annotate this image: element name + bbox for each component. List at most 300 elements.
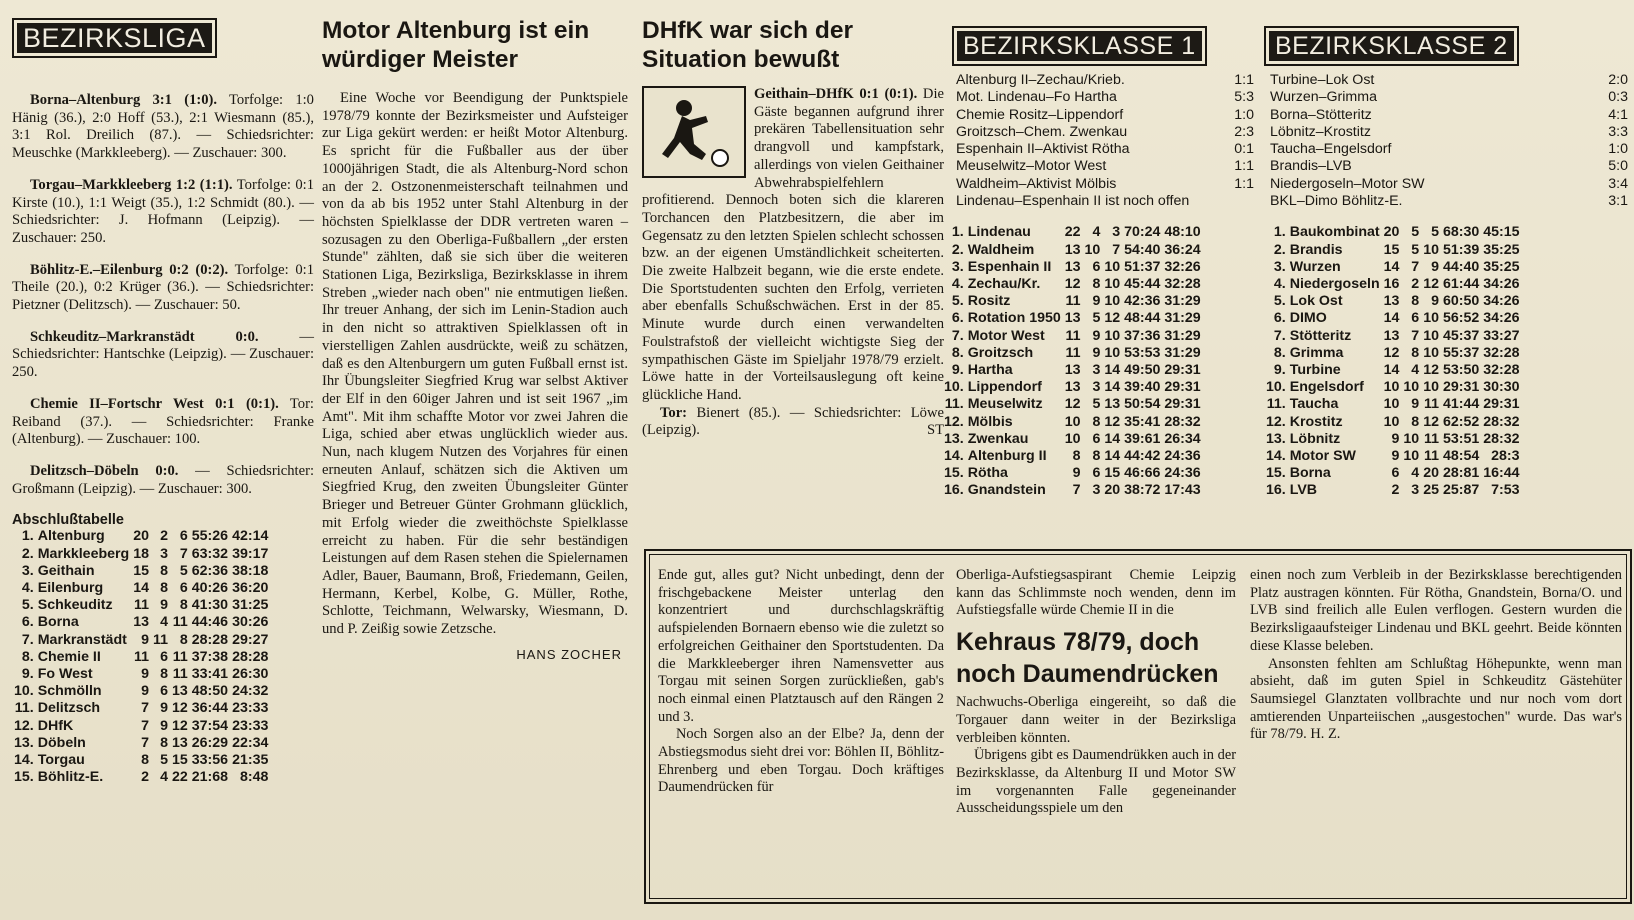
cell-wins: 22 [1064, 224, 1081, 241]
table-row [1264, 310, 1522, 327]
cell-rank: 6. [21, 614, 34, 631]
match-title: Borna–Altenburg 3:1 (1:0). [30, 92, 218, 108]
cell-team: Mölbis [967, 413, 1013, 430]
cell-goals: 63:32 [191, 545, 229, 562]
table-row [12, 769, 270, 786]
cell-goals: 35:41 [1124, 413, 1161, 430]
table-row [12, 718, 270, 735]
dhfk-text [642, 86, 944, 440]
klasse2-results [1264, 72, 1628, 210]
cell-team: Grimma [1289, 344, 1344, 361]
cell-rank: 7. [1273, 327, 1286, 344]
cell-team: Rositz [967, 293, 1011, 310]
result-row [1270, 107, 1628, 124]
table-row [942, 310, 1203, 327]
cell-losses: 11 [1423, 448, 1439, 465]
match-title: Schkeuditz–Markranstädt 0:0. [30, 328, 259, 345]
cell-losses: 10 [1423, 379, 1439, 396]
cell-rank: 14. [944, 448, 964, 465]
result-match: Taucha–Engelsdorf [1270, 141, 1392, 158]
cell-goals: 48:54 [1442, 448, 1480, 465]
footballer-icon [642, 86, 746, 178]
cell-points: 31:29 [1164, 327, 1201, 344]
cell-wins: 20 [133, 528, 149, 545]
result-score: 3:1 [1608, 193, 1628, 210]
cell-draws: 2 [1411, 275, 1420, 292]
cell-wins: 7 [1072, 482, 1081, 499]
cell-team: Waldheim [967, 241, 1035, 258]
result-score: 3:4 [1608, 175, 1628, 192]
cell-wins: 10 [1383, 396, 1400, 413]
match-report [12, 329, 314, 382]
table-row [942, 276, 1203, 293]
cell-rank: 15. [944, 465, 964, 482]
cell-losses: 12 [1104, 310, 1121, 327]
cell-rank: 13. [1266, 430, 1286, 447]
dhfk-body-text: Die Gäste begannen aufgrund ihrer prekären Tabellensituation sehr drangvoll und kampfstark, allerdings von vielen Geithainer Abwehrabspielfehlern profitierend. Dennoch boten sich die klareren Torchancen den Platzbesitzern, die aber im Gegensatz zu den letzten Spielen schlecht schossen bzw. an der eigenen Umständlichkeit scheiterten. Die zweite Halbzeit begann, wie die erste endete. Die Sportstudenten suchten den Erfolg, verrieten aber ebenfalls Schußschwächen. Erst in der 85. Minute wurde durch einen verwandelten Foulstrafstoß der vielleicht wichtigste Sieg der sympathischen Gäste im Spieljahr 1978/79 erzielt. Löwe hatte in der Vorteilsauslegung oft keine glückliche Hand. [642, 86, 944, 403]
cell-rank: 8. [21, 648, 34, 665]
cell-wins: 9 [1072, 465, 1081, 482]
cell-draws: 8 [1092, 448, 1101, 465]
cell-rank: 5. [1273, 293, 1286, 310]
cell-team: Böhlitz-E. [37, 769, 104, 786]
cell-wins: 20 [1383, 224, 1400, 241]
table-row [1264, 224, 1522, 241]
cell-draws: 10 [1084, 241, 1101, 258]
cell-draws: 8 [160, 734, 168, 751]
cell-points: 42:14 [232, 528, 269, 545]
table-row [1264, 362, 1522, 379]
cell-points: 29:31 [1164, 362, 1201, 378]
bezirksliga-header [12, 18, 217, 58]
cell-team: Lindenau [967, 224, 1031, 241]
cell-team: Espenhain II [967, 258, 1052, 275]
cell-rank: 11. [14, 700, 34, 717]
cell-points: 31:25 [232, 597, 269, 614]
result-score: 3:3 [1608, 123, 1628, 140]
table-row [1264, 482, 1522, 499]
cell-draws: 5 [1092, 310, 1101, 327]
cell-wins: 8 [1072, 448, 1081, 465]
table-row [12, 700, 270, 717]
cell-draws: 6 [1092, 465, 1101, 482]
match-title: Chemie II–Fortschr West 0:1 (0:1). [30, 395, 279, 412]
cell-team: Löbnitz [1289, 430, 1341, 447]
match-report [12, 396, 314, 449]
table-row [942, 448, 1203, 465]
table-row [12, 752, 270, 769]
cell-losses: 14 [1104, 379, 1121, 396]
cell-goals: 56:52 [1442, 310, 1480, 327]
result-row [956, 107, 1254, 124]
cell-points: 24:36 [1164, 465, 1201, 482]
dhfk-headline: DHfK war sich der Situation bewußt [642, 17, 854, 73]
cell-goals: 39:40 [1124, 379, 1161, 396]
cell-wins: 8 [141, 752, 149, 768]
cell-points: 29:27 [232, 631, 269, 648]
cell-draws: 9 [160, 597, 168, 614]
cell-points: 28:28 [232, 648, 269, 665]
cell-goals: 55:37 [1442, 344, 1480, 361]
cell-wins: 9 [1391, 448, 1400, 465]
cell-goals: 44:40 [1442, 258, 1480, 275]
cell-points: 26:34 [1164, 430, 1201, 447]
cell-points: 31:29 [1164, 293, 1201, 310]
cell-points: 45:15 [1483, 224, 1520, 241]
cell-draws: 9 [160, 717, 168, 734]
table-row [1264, 379, 1522, 396]
result-score: 1:1 [1234, 175, 1254, 192]
kehraus-box [644, 549, 1632, 904]
cell-losses: 11 [172, 614, 188, 631]
cell-draws: 11 [153, 631, 168, 648]
cell-rank: 16. [944, 482, 964, 499]
table-row [12, 614, 270, 631]
cell-losses: 12 [1423, 362, 1439, 378]
table-row [1264, 293, 1522, 310]
cell-losses: 10 [1104, 258, 1121, 275]
cell-goals: 49:50 [1124, 362, 1161, 378]
result-row [1270, 124, 1628, 141]
table-row [942, 431, 1203, 448]
match-report [12, 92, 314, 163]
match-title: Torgau–Markkleeberg 1:2 (1:1). [30, 176, 233, 193]
cell-rank: 10. [944, 379, 964, 396]
dhfk-initials: ST [926, 422, 944, 439]
cell-wins: 9 [141, 665, 149, 682]
cell-team: Taucha [1289, 396, 1339, 413]
cell-rank: 14. [14, 752, 34, 768]
cell-rank: 1. [21, 528, 34, 545]
table-row [1264, 414, 1522, 431]
cell-team: Stötteritz [1289, 327, 1352, 344]
dhfk-tor-text: Bienert (85.). — Schiedsrichter: Löwe (Leipzig). [642, 404, 944, 439]
cell-losses: 10 [1104, 293, 1121, 310]
cell-goals: 61:44 [1442, 275, 1480, 292]
cell-losses: 10 [1104, 275, 1121, 292]
cell-points: 34:26 [1483, 293, 1520, 310]
cell-goals: 42:36 [1124, 293, 1161, 310]
cell-goals: 41:30 [191, 597, 229, 614]
cell-team: Groitzsch [967, 344, 1034, 361]
cell-draws: 6 [160, 683, 168, 700]
cell-points: 30:26 [232, 614, 269, 631]
cell-goals: 53:50 [1442, 362, 1480, 378]
cell-goals: 28:81 [1442, 465, 1480, 482]
match-details: Tor: Reiband (37.). — Schiedsrichter: Franke (Altenburg). — Zuschauer: 100. [12, 395, 314, 448]
bezirksklasse2-header [1264, 26, 1519, 66]
cell-wins: 15 [133, 562, 149, 579]
cell-goals: 68:30 [1442, 224, 1480, 241]
cell-losses: 20 [1104, 482, 1121, 499]
cell-draws: 4 [1411, 362, 1420, 378]
bezirksklasse1-table [942, 224, 1203, 499]
cell-wins: 11 [1065, 327, 1081, 344]
cell-draws: 9 [160, 700, 168, 717]
cell-draws: 4 [1411, 465, 1420, 482]
cell-points: 29:31 [1164, 379, 1201, 396]
result-score: 0:1 [1234, 141, 1254, 158]
cell-goals: 48:44 [1124, 310, 1161, 327]
result-row [956, 124, 1254, 141]
cell-draws: 3 [160, 545, 168, 562]
cell-team: Rotation 1950 [967, 310, 1061, 327]
cell-rank: 15. [14, 769, 34, 786]
result-row [956, 141, 1254, 158]
cell-rank: 14. [1266, 448, 1286, 465]
cell-goals: 53:51 [1442, 430, 1480, 447]
cell-draws: 7 [1411, 327, 1420, 344]
result-score: 2:0 [1608, 72, 1628, 88]
cell-losses: 12 [1104, 413, 1121, 430]
match-reports [12, 92, 314, 498]
table-row [1264, 345, 1522, 362]
table-row [1264, 448, 1522, 465]
cell-losses: 11 [172, 648, 188, 665]
cell-goals: 40:26 [191, 579, 229, 596]
cell-rank: 13. [944, 430, 964, 447]
table-row [1264, 396, 1522, 413]
cell-team: LVB [1289, 482, 1318, 499]
cell-goals: 48:50 [191, 683, 229, 700]
result-match: Chemie Rositz–Lippendorf [956, 106, 1124, 123]
cell-team: Motor West [967, 327, 1045, 344]
result-row [1270, 176, 1628, 193]
table-row [942, 224, 1203, 241]
cell-goals: 44:46 [191, 614, 229, 631]
cell-goals: 37:54 [191, 717, 229, 734]
result-row [1270, 158, 1628, 175]
klasse1-results [952, 72, 1262, 210]
cell-points: 31:29 [1164, 344, 1201, 361]
cell-losses: 10 [1423, 327, 1439, 344]
cell-wins: 2 [141, 769, 149, 786]
cell-draws: 8 [1411, 344, 1420, 361]
result-match: Turbine–Lok Ost [1270, 72, 1375, 88]
cell-wins: 13 [133, 614, 149, 631]
result-row [956, 158, 1254, 175]
cell-losses: 8 [179, 597, 188, 614]
bezirksliga-header-text: BEZIRKSLIGA [17, 23, 212, 53]
cell-goals: 45:37 [1442, 327, 1480, 344]
cell-team: Brandis [1289, 241, 1343, 258]
cell-draws: 9 [1411, 396, 1420, 413]
cell-team: Eilenburg [37, 579, 104, 596]
cell-losses: 14 [1104, 448, 1121, 465]
cell-wins: 11 [134, 597, 149, 614]
cell-goals: 21:68 [191, 769, 229, 786]
result-score: 5:0 [1608, 158, 1628, 175]
cell-draws: 5 [1411, 224, 1420, 241]
result-score: 4:1 [1608, 106, 1628, 123]
cell-wins: 14 [1383, 258, 1400, 275]
cell-draws: 8 [1092, 275, 1101, 292]
cell-points: 21:35 [232, 752, 269, 768]
table-row [1264, 431, 1522, 448]
cell-goals: 70:24 [1124, 224, 1161, 241]
table-row [12, 580, 270, 597]
cell-goals: 53:53 [1124, 344, 1161, 361]
cell-wins: 13 [1064, 241, 1081, 258]
result-match: Borna–Stötteritz [1270, 106, 1372, 123]
cell-wins: 12 [1064, 396, 1081, 413]
cell-rank: 5. [21, 597, 34, 614]
cell-draws: 9 [1092, 344, 1101, 361]
cell-rank: 4. [21, 579, 34, 596]
kehraus-col3-p1: einen noch zum Verbleib in der Bezirksklasse berechtigenden Platz austragen könnten. Für Rötha, Gnandstein, Borna/O. und LVB sind freilich alle Eulen verflogen. Gestern wurden die Bezirksligaaufsteiger Lindenau und BKL geehrt. Beide könnten diese Klasse beleben. [1250, 567, 1622, 654]
kehraus-inner [649, 554, 1627, 899]
cell-points: 24:32 [232, 683, 269, 700]
cell-losses: 7 [1112, 241, 1121, 258]
cell-points: 30:30 [1483, 379, 1520, 396]
cell-team: Hartha [967, 362, 1013, 378]
bezirksklasse2-column [1264, 26, 1628, 536]
cell-draws: 6 [1411, 310, 1420, 327]
table-row [1264, 276, 1522, 293]
table-row [12, 597, 270, 614]
cell-wins: 6 [1391, 465, 1400, 482]
kehraus-col2-p1: Nachwuchs-Oberliga eingereiht, so daß die Torgauer dann weiter in der Bezirksliga verbleiben könnten. [956, 694, 1236, 746]
cell-losses: 10 [1104, 344, 1121, 361]
cell-rank: 7. [951, 327, 964, 344]
cell-goals: 38:72 [1124, 482, 1161, 499]
cell-losses: 10 [1423, 344, 1439, 361]
cell-losses: 6 [179, 579, 188, 596]
cell-rank: 2. [21, 545, 34, 562]
cell-team: Markranstädt [37, 631, 127, 648]
cell-draws: 2 [160, 528, 168, 545]
table-row [942, 362, 1203, 379]
cell-team: Wurzen [1289, 258, 1341, 275]
cell-losses: 13 [1104, 396, 1121, 413]
cell-goals: 29:31 [1442, 379, 1480, 396]
table-row [1264, 259, 1522, 276]
cell-goals: 46:66 [1124, 465, 1161, 482]
cell-rank: 10. [14, 683, 34, 700]
table-row [12, 563, 270, 580]
table-row [12, 666, 270, 683]
cell-points: 31:29 [1164, 310, 1201, 327]
result-row [1270, 141, 1628, 158]
cell-rank: 6. [1273, 310, 1286, 327]
cell-team: Turbine [1289, 362, 1341, 378]
table-row [942, 465, 1203, 482]
cell-losses: 12 [1423, 413, 1439, 430]
kehraus-p1: Ende gut, alles gut? Nicht unbedingt, denn der frischgebackene Meister unterlag den konzentriert und durchschlagskräftig aufspielenden Bornaern ebenso wie die zuletzt so erfolgreichen Geithainer den Sportstudenten. Da die Markkleeberger ihren Namensvetter aus Torgau mit seinen Sorgen zurückließen, gab's noch einmal einen Platztausch auf den Rängen 2 und 3. [658, 567, 944, 725]
cell-team: Delitzsch [37, 700, 101, 717]
cell-team: DHfK [37, 717, 74, 734]
cell-draws: 3 [1092, 362, 1101, 378]
cell-losses: 10 [1423, 310, 1439, 327]
result-score: 1:0 [1608, 141, 1628, 158]
cell-losses: 9 [1431, 258, 1439, 275]
cell-draws: 3 [1411, 482, 1420, 499]
cell-draws: 6 [1092, 258, 1101, 275]
cell-draws: 6 [160, 648, 168, 665]
cell-rank: 5. [951, 293, 964, 310]
cell-losses: 15 [1104, 465, 1121, 482]
cell-losses: 3 [1112, 224, 1121, 241]
table-row [12, 649, 270, 666]
cell-points: 28:32 [1483, 413, 1520, 430]
table-row [12, 683, 270, 700]
cell-draws: 7 [1411, 258, 1420, 275]
cell-goals: 54:40 [1124, 241, 1161, 258]
cell-rank: 6. [951, 310, 964, 327]
cell-losses: 14 [1104, 430, 1121, 447]
table-row [942, 293, 1203, 310]
cell-draws: 9 [1092, 293, 1101, 310]
cell-goals: 51:39 [1442, 241, 1480, 258]
cell-rank: 1. [951, 224, 964, 241]
cell-rank: 3. [951, 258, 964, 275]
cell-losses: 11 [172, 665, 188, 682]
cell-rank: 15. [1266, 465, 1286, 482]
result-match: Wurzen–Grimma [1270, 89, 1377, 106]
cell-wins: 10 [1383, 413, 1400, 430]
cell-rank: 1. [1273, 224, 1286, 241]
result-row [1270, 193, 1628, 210]
cell-rank: 3. [1273, 258, 1286, 275]
cell-goals: 37:36 [1124, 327, 1161, 344]
cell-losses: 11 [1423, 430, 1439, 447]
cell-wins: 10 [1064, 413, 1081, 430]
cell-losses: 10 [1104, 327, 1121, 344]
cell-wins: 7 [141, 717, 149, 734]
motor-author: HANS ZOCHER [516, 646, 622, 662]
cell-losses: 7 [179, 545, 188, 562]
cell-rank: 13. [14, 734, 34, 751]
cell-goals: 55:26 [191, 528, 229, 545]
cell-team: Schkeuditz [37, 597, 113, 614]
result-match: Lindenau–Espenhain II ist noch offen [956, 193, 1190, 210]
dhfk-tor-label: Tor: [660, 404, 688, 421]
result-row [1270, 72, 1628, 89]
cell-points: 34:26 [1483, 275, 1520, 292]
cell-goals: 41:44 [1442, 396, 1480, 413]
cell-draws: 9 [1092, 327, 1101, 344]
cell-wins: 12 [1383, 344, 1400, 361]
kehraus-col2 [956, 567, 1236, 897]
cell-losses: 11 [1423, 396, 1439, 413]
cell-points: 22:34 [232, 734, 269, 751]
cell-team: Borna [1289, 465, 1331, 482]
motor-body: Eine Woche vor Beendigung der Punktspiele 1978/79 konnte der Bezirksmeister und Aufsteiger zur Liga gekürt werden: er heißt Motor Altenburg. Es spricht für die Fußballer aus der über 1000jährigen Stadt, die als Altenburg-Nord schon an der 2. Ostzonenmeisterschaft teilnahmen und von da ab bis 1952 unter Stahl Altenburg in der höchsten Spielklasse der DDR vertreten waren – sozusagen zu den Oberliga-Fußballern „der ersten Stunde" zählten, daß sie sich über die weiteren Stationen Liga, Bezirksliga, Bezirksklasse in ihrem Streben „wieder nach oben" nie entmutigen ließen. Ihr treuer Anhang, der sich im Lenin-Stadion auch in den nicht so attraktiven Spielklassen oft in vierstelligen Zahlen ausdrückte, weiß zu schätzen, daß es den Altenburgern um guten Fußball ernst ist. Ihr Übungsleiter Siegfried Krug war selbst Aktiver der Elf in den 60iger Jahren und ist seit 1967 „im Amt". Mit ihm schaffte Motor vor zwei Jahren die Liga, schied aber etwas unglücklich wieder aus. Nun, nach klugem Nutzen des Vorjahres für einen erneuten Anlauf, schätzen sich die Aktiven um Siegfried Krug, den zweiten Übungsleiter Günter Brieger und Betreuer Günter Grohmann glücklich, mit Erfolg wieder die zweithöchste Spielklasse erreicht zu haben. Für die sehr beständigen Leistungen auf dem Rasen stehen die Spielernamen Adler, Bauer, Baumann, Broß, Friedemann, Geilen, Hermann, Kerbel, Kolbe, G. Müller, Rothe, Schlotte, Teichmann, Welwarsky, Wiesmann, D. und P. Zeißig sowie Zetzsche. [322, 90, 628, 638]
result-match: Niedergoseln–Motor SW [1270, 175, 1425, 192]
cell-draws: 4 [160, 769, 168, 786]
cell-goals: 60:50 [1442, 293, 1480, 310]
cell-rank: 10. [1266, 379, 1286, 396]
cell-losses: 12 [172, 700, 188, 717]
motor-headline: Motor Altenburg ist ein würdiger Meister [322, 17, 590, 73]
cell-goals: 45:44 [1124, 275, 1161, 292]
cell-wins: 13 [1383, 327, 1400, 344]
cell-draws: 4 [1092, 224, 1101, 241]
cell-points: 29:31 [1164, 396, 1201, 413]
cell-losses: 25 [1423, 482, 1439, 499]
match-report [12, 177, 314, 248]
cell-rank: 2. [1273, 241, 1286, 258]
table-row [942, 396, 1203, 413]
cell-losses: 12 [172, 717, 188, 734]
cell-losses: 13 [172, 683, 188, 700]
cell-points: 36:24 [1164, 241, 1201, 258]
cell-losses: 20 [1423, 465, 1439, 482]
cell-team: Baukombinat [1289, 224, 1380, 241]
cell-goals: 62:52 [1442, 413, 1480, 430]
kehraus-col1 [658, 567, 944, 887]
table-row [12, 632, 270, 649]
